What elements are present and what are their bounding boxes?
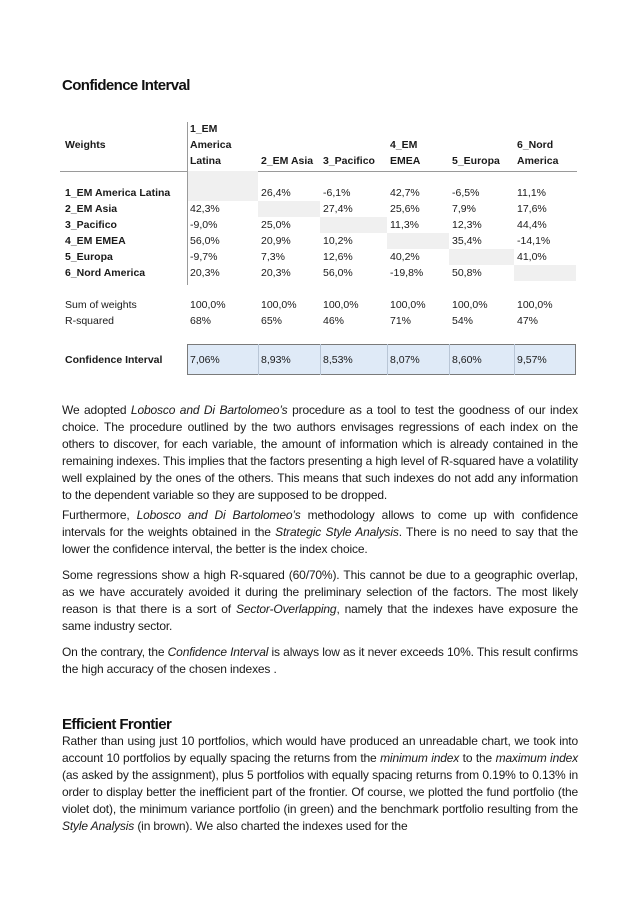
column-header: 3_Pacifico [323, 155, 375, 167]
weight-cell: 50,8% [452, 267, 482, 279]
italic-text-run: Sector-Overlapping [235, 602, 337, 616]
weight-cell: 10,2% [323, 235, 353, 247]
diagonal-cell [449, 249, 514, 265]
weight-cell: -14,1% [517, 235, 551, 247]
italic-text-run: maximum index [495, 751, 578, 765]
summary-cell: 68% [190, 315, 212, 327]
confidence-interval-cell: 8,53% [323, 354, 353, 366]
column-header: 6_Nord [517, 139, 554, 151]
text-run: Rather than using just 10 portfolios, which would have produced an unreadable chart, we took into account 10 portfolios by equally spacing the returns from the [62, 734, 578, 765]
row-label: 6_Nord America [65, 267, 146, 279]
weight-cell: 20,3% [190, 267, 220, 279]
column-header: 5_Europa [452, 155, 500, 167]
text-run: On the contrary, the [62, 645, 168, 659]
weight-cell: -6,1% [323, 187, 351, 199]
weight-cell: -19,8% [390, 267, 424, 279]
diagonal-cell [320, 217, 387, 233]
summary-cell: 100,0% [261, 299, 297, 311]
summary-cell: 100,0% [190, 299, 226, 311]
column-header: America [190, 139, 232, 151]
table-vertical-rule [187, 122, 188, 285]
row-label: 3_Pacifico [65, 219, 117, 231]
text-run: . There is no need to say that the lower the confidence interval, the better is the index choice. [62, 525, 579, 556]
summary-label: Sum of weights [65, 299, 137, 311]
text-run: procedure as a tool to test the goodness of our index choice. The procedure outlined by the two authors envisages regressions of each index on the others to discover, for each variable, the amount of information which is already contained in the remaining indexes. This implies that the factors presenting a high level of R-squared have a volatility well explained by the ones of the others. This means that such indexes do not add any information to the dependent variable so they are supposed to be dropped. [62, 403, 578, 502]
summary-cell: 65% [261, 315, 283, 327]
text-run: methodology allows to come up with confidence intervals for the weights obtained in the [62, 508, 578, 539]
confidence-interval-cell: 8,07% [390, 354, 420, 366]
diagonal-cell [188, 171, 258, 201]
row-label: 2_EM Asia [65, 203, 118, 215]
weight-cell: 41,0% [517, 251, 547, 263]
weight-cell: 20,3% [261, 267, 291, 279]
text-run: is always low as it never exceeds 10%. This result confirms the high accuracy of the chosen indexes . [62, 645, 578, 676]
column-header: 1_EM [190, 123, 218, 135]
italic-text-run: Confidence Interval [167, 645, 269, 659]
text-run: , namely that the indexes have exposure the same industry sector. [62, 602, 578, 633]
diagonal-cell [387, 233, 449, 249]
italic-text-run: Lobosco and Di Bartolomeo’s [130, 403, 288, 417]
summary-cell: 100,0% [323, 299, 359, 311]
confidence-interval-table [0, 0, 638, 400]
weight-cell: 42,7% [390, 187, 420, 199]
italic-text-run: Style Analysis [62, 819, 135, 833]
weight-cell: 44,4% [517, 219, 547, 231]
text-run: (in brown). We also charted the indexes used for the [134, 819, 408, 833]
weight-cell: 12,3% [452, 219, 482, 231]
confidence-interval-cell: 7,06% [190, 354, 220, 366]
weight-cell: -9,7% [190, 251, 218, 263]
row-label: 4_EM EMEA [65, 235, 126, 247]
ci-column-divider [514, 344, 515, 375]
table-header-rule [60, 171, 577, 172]
summary-cell: 71% [390, 315, 412, 327]
section-heading-confidence-interval: Confidence Interval [62, 77, 190, 94]
weight-cell: 42,3% [190, 203, 220, 215]
weight-cell: 7,9% [452, 203, 476, 215]
text-run: We adopted [62, 403, 131, 417]
text-run: Some regressions show a high R-squared (60/70%). This cannot be due to a geographic overlap, as we have accurately avoided it during the preliminary selection of the factors. The most likely reason is that there is a sort of [62, 568, 578, 616]
column-header: America [517, 155, 559, 167]
weight-cell: 20,9% [261, 235, 291, 247]
column-header: EMEA [390, 155, 421, 167]
weight-cell: 25,6% [390, 203, 420, 215]
confidence-interval-cell: 8,60% [452, 354, 482, 366]
summary-cell: 46% [323, 315, 345, 327]
paragraph [62, 507, 578, 558]
summary-cell: 47% [517, 315, 539, 327]
weight-cell: 40,2% [390, 251, 420, 263]
column-header: 4_EM [390, 139, 418, 151]
diagonal-cell [514, 265, 576, 281]
weight-cell: 56,0% [323, 267, 353, 279]
confidence-interval-cell: 9,57% [517, 354, 547, 366]
row-label: 5_Europa [65, 251, 113, 263]
table-corner-label: Weights [65, 139, 106, 151]
paragraph [62, 644, 578, 678]
weight-cell: -9,0% [190, 219, 218, 231]
ci-column-divider [387, 344, 388, 375]
weight-cell: 7,3% [261, 251, 285, 263]
weight-cell: 26,4% [261, 187, 291, 199]
ci-column-divider [258, 344, 259, 375]
weight-cell: 17,6% [517, 203, 547, 215]
weight-cell: 11,1% [517, 187, 546, 199]
ci-column-divider [449, 344, 450, 375]
paragraph [62, 733, 578, 835]
confidence-interval-label: Confidence Interval [65, 354, 163, 366]
summary-cell: 100,0% [517, 299, 553, 311]
weight-cell: 11,3% [390, 219, 419, 231]
summary-cell: 100,0% [390, 299, 426, 311]
text-run: Furthermore, [62, 508, 137, 522]
column-header: 2_EM Asia [261, 155, 314, 167]
weight-cell: -6,5% [452, 187, 480, 199]
summary-cell: 100,0% [452, 299, 488, 311]
summary-cell: 54% [452, 315, 474, 327]
weight-cell: 27,4% [323, 203, 353, 215]
text-run: (as asked by the assignment), plus 5 portfolios with equally spacing returns from 0.19% to 0.13% in order to display better the inefficient part of the frontier. Of course, we plotted the fund portfolio (the violet dot), the minimum variance portfolio (in green) and the benchmark portfolio resulting from the [62, 768, 578, 816]
italic-text-run: minimum index [380, 751, 460, 765]
paragraph [62, 567, 578, 635]
italic-text-run: Strategic Style Analysis [275, 525, 399, 539]
weight-cell: 12,6% [323, 251, 353, 263]
weight-cell: 56,0% [190, 235, 220, 247]
section-heading-efficient-frontier: Efficient Frontier [62, 716, 172, 733]
weight-cell: 25,0% [261, 219, 291, 231]
diagonal-cell [258, 201, 320, 217]
ci-column-divider [320, 344, 321, 375]
text-run: to the [459, 751, 496, 765]
summary-label: R-squared [65, 315, 115, 327]
paragraph [62, 402, 578, 504]
weight-cell: 35,4% [452, 235, 482, 247]
row-label: 1_EM America Latina [65, 187, 171, 199]
column-header: Latina [190, 155, 221, 167]
confidence-interval-cell: 8,93% [261, 354, 291, 366]
italic-text-run: Lobosco and Di Bartolomeo’s [136, 508, 301, 522]
